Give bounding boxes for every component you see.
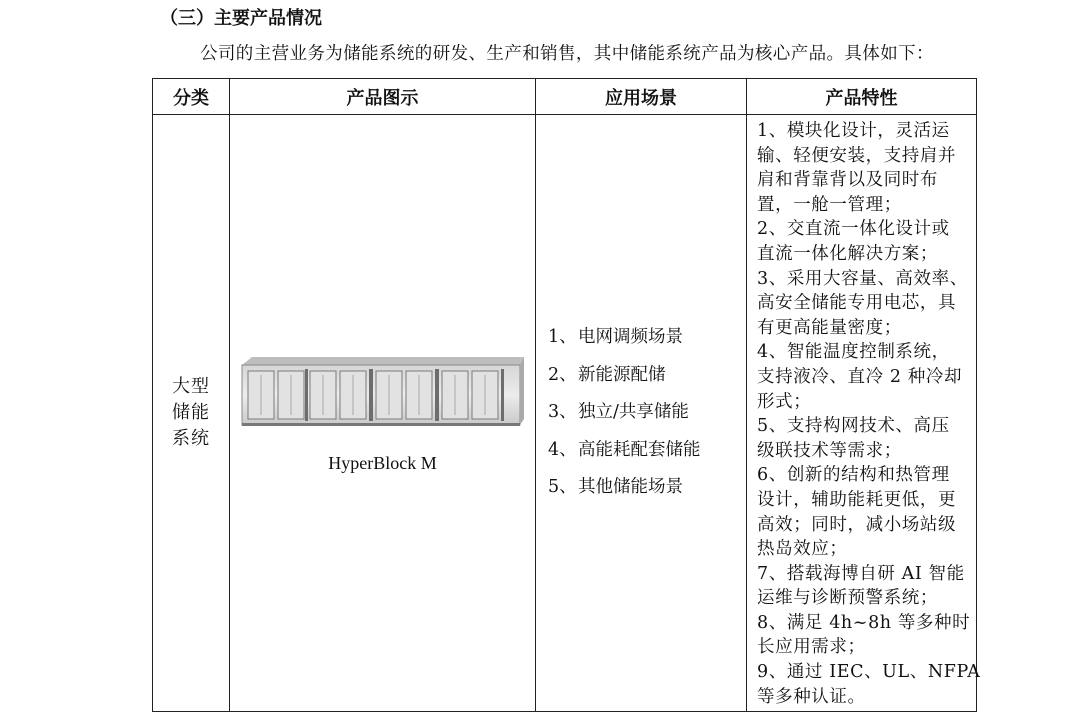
scenario-text: 高能耗配套储能 [578, 439, 701, 460]
table-header-row [153, 79, 977, 115]
feature-line: 4、智能温度控制系统， [757, 342, 950, 363]
header-category: 分类 [153, 79, 230, 115]
feature-line: 热岛效应； [757, 539, 848, 560]
feature-line: 直流一体化解决方案； [757, 243, 938, 264]
list-item [548, 469, 746, 507]
list-item [548, 319, 746, 357]
header-product-image: 产品图示 [230, 79, 536, 115]
table-row [153, 115, 977, 712]
feature-line: 置，一舱一管理； [757, 194, 902, 215]
scenario-list [546, 319, 746, 507]
scenario-number: 4、 [548, 439, 577, 460]
feature-line: 5、支持构网技术、高压 [757, 416, 950, 437]
scenarios-cell [536, 115, 747, 712]
scenario-number: 5、 [548, 477, 577, 498]
list-item [548, 432, 746, 470]
header-scenarios: 应用场景 [536, 79, 747, 115]
list-item [548, 394, 746, 432]
feature-line: 2、交直流一体化设计或 [757, 219, 950, 240]
list-item [548, 357, 746, 395]
product-image-cell [230, 115, 536, 712]
section-heading: （三）主要产品情况 [160, 8, 322, 29]
feature-line: 6、创新的结构和热管理 [757, 465, 950, 486]
product-name: HyperBlock M [328, 452, 437, 473]
feature-line: 8、满足 4h~8h 等多种时 [757, 612, 971, 633]
product-table [152, 78, 981, 712]
feature-list [757, 119, 981, 709]
category-cell [153, 115, 230, 712]
intro-paragraph: 公司的主营业务为储能系统的研发、生产和销售，其中储能系统产品为核心产品。具体如下： [200, 44, 934, 64]
feature-line: 等多种认证。 [757, 686, 866, 707]
feature-line: 3、采用大容量、高效率、 [757, 268, 968, 289]
product-image [238, 353, 528, 433]
scenario-text: 电网调频场景 [578, 327, 683, 348]
category-line: 大型 [172, 376, 210, 398]
feature-line: 1、模块化设计，灵活运 [757, 121, 950, 141]
feature-line: 运维与诊断预警系统； [757, 588, 938, 609]
feature-line: 长应用需求； [757, 637, 866, 658]
feature-line: 有更高能量密度； [757, 317, 902, 338]
scenario-text: 其他储能场景 [578, 477, 683, 498]
feature-line: 肩和背靠背以及同时布 [757, 170, 938, 191]
scenario-number: 1、 [548, 327, 577, 348]
feature-line: 形式； [757, 391, 812, 412]
features-cell [747, 115, 981, 712]
feature-line: 设计，辅助能耗更低，更 [757, 489, 957, 510]
feature-line: 9、通过 IEC、UL、NFPA [757, 662, 981, 683]
feature-line: 支持液冷、直冷 2 种冷却 [757, 366, 963, 387]
feature-line: 7、搭载海博自研 AI 智能 [757, 563, 965, 584]
feature-line: 高安全储能专用电芯，具 [757, 293, 957, 314]
category-line: 储能 [172, 402, 210, 424]
feature-line: 高效；同时，减小场站级 [757, 514, 957, 535]
scenario-text: 独立/共享储能 [578, 402, 689, 423]
scenario-text: 新能源配储 [578, 364, 666, 385]
scenario-number: 3、 [548, 402, 577, 423]
category-line: 系统 [172, 428, 210, 450]
header-features: 产品特性 [747, 79, 977, 115]
scenario-number: 2、 [548, 364, 577, 385]
feature-line: 级联技术等需求； [757, 440, 902, 461]
feature-line: 输、轻便安装，支持肩并 [757, 145, 957, 166]
